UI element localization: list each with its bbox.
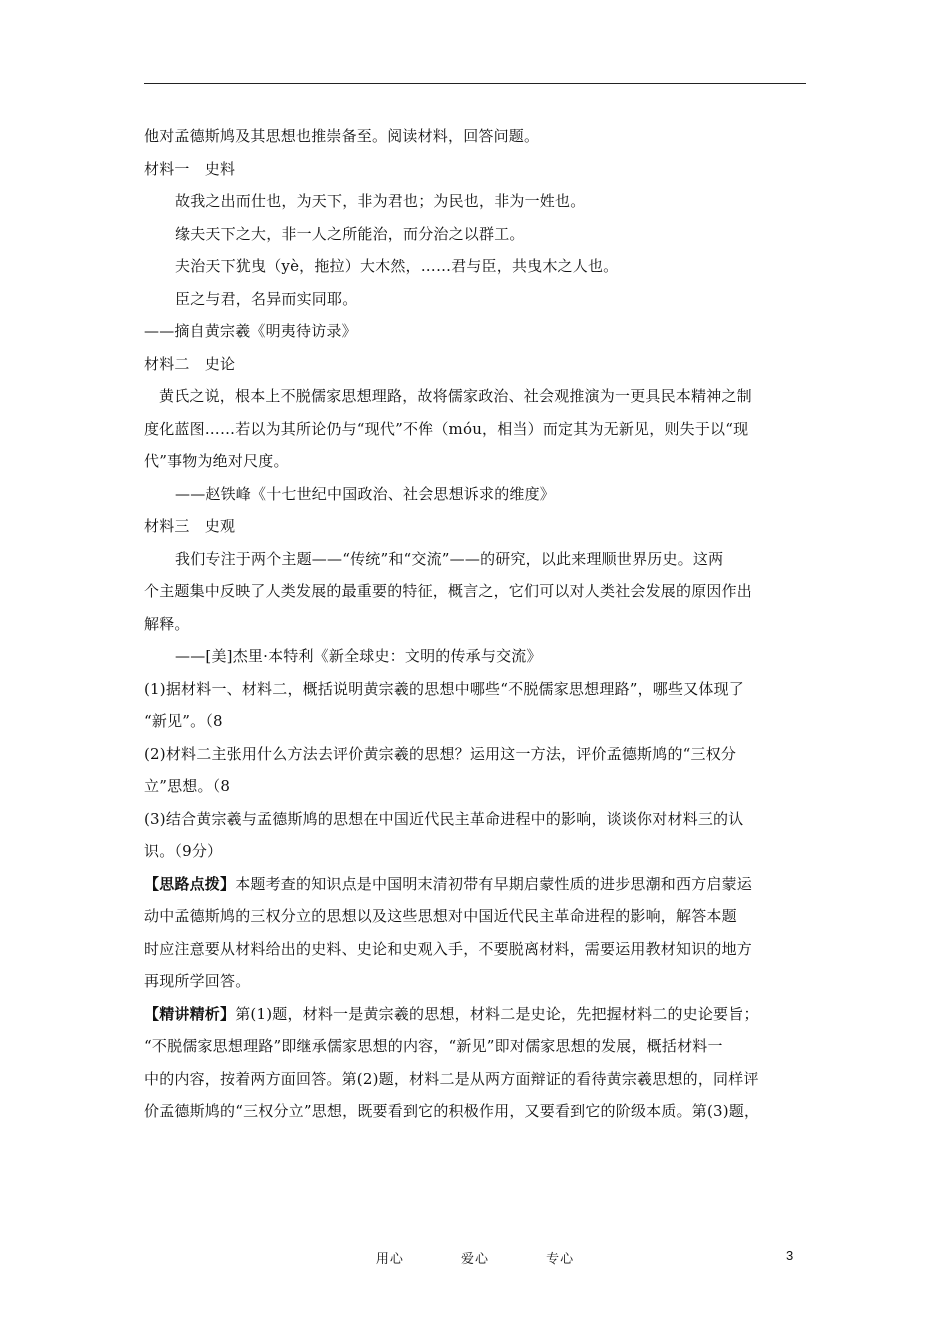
analysis-line-1: [144, 998, 809, 1031]
text-line: 解释。: [144, 614, 190, 633]
text-line: 材料二 史论: [144, 354, 236, 373]
footer-motto-item: 专心: [546, 1252, 575, 1267]
analysis-line: 中的内容，按着两方面回答。第(2)题，材料二是从两方面辩证的看待黄宗羲思想的，同样评: [144, 1069, 759, 1088]
text-line: 缘夫天下之大，非一人之所能治，而分治之以群工。: [175, 224, 525, 243]
text-line: (2)材料二主张用什么方法去评价黄宗羲的思想？运用这一方法，评价孟德斯鸠的“三权分: [144, 744, 737, 763]
document-body: [144, 120, 809, 1128]
text-line: 代”事物为绝对尺度。: [144, 452, 289, 470]
body-lines: [144, 120, 809, 868]
text-line: “新见”。（8: [144, 712, 223, 730]
text-line: (1)据材料一、材料二，概括说明黄宗羲的思想中哪些“不脱儒家思想理路”，哪些又体现了: [144, 679, 744, 698]
text-line: 立”思想。（8: [144, 777, 231, 795]
analysis-first: 第(1)题，材料一是黄宗羲的思想，材料二是史论，先把握材料二的史论要旨；: [235, 1004, 759, 1023]
text-line: 材料三 史观: [144, 517, 236, 535]
footer-motto-item: 爱心: [460, 1252, 489, 1267]
hint-first: 本题考查的知识点是中国明末清初带有早期启蒙性质的进步思潮和西方启蒙运: [235, 874, 753, 893]
hint-line: 动中孟德斯鸠的三权分立的思想以及这些思想对中国近代民主革命进程的影响，解答本题: [144, 907, 737, 925]
analysis-line: “不脱儒家思想理路”即继承儒家思想的内容，“新见”即对儒家思想的发展，概括材料一: [144, 1037, 723, 1055]
text-line: 度化蓝图……若以为其所论仍与“现代”不侔（móu，相当）而定其为无新见，则失于以“现: [144, 419, 749, 438]
hint-line: 时应注意要从材料给出的史料、史论和史观入手，不要脱离材料，需要运用教材知识的地方: [144, 939, 753, 958]
text-line: 夫治天下犹曳（yè，拖拉）大木然，……君与臣，共曳木之人也。: [175, 257, 619, 275]
text-line: ——赵铁峰《十七世纪中国政治、社会思想诉求的维度》: [175, 484, 556, 503]
text-line: 臣之与君，名异而实同耶。: [175, 289, 358, 308]
text-line: 我们专注于两个主题——“传统”和“交流”——的研究，以此来理顺世界历史。这两: [175, 549, 724, 568]
text-line: 故我之出而仕也，为天下，非为君也；为民也，非为一姓也。: [175, 192, 586, 210]
text-line: 黄氏之说，根本上不脱儒家思想理路，故将儒家政治、社会观推演为一更具民本精神之制: [159, 387, 752, 405]
text-line: 识。（9分）: [144, 842, 223, 860]
text-line: ——[美]杰里·本特利《新全球史：文明的传承与交流》: [175, 647, 542, 665]
analysis-line: 价孟德斯鸠的“三权分立”思想，既要看到它的积极作用，又要看到它的阶级本质。第(3)题，: [144, 1102, 760, 1120]
hint-label: 【思路点拨】: [144, 874, 236, 893]
text-line: 个主题集中反映了人类发展的最重要的特征，概言之，它们可以对人类社会发展的原因作出: [144, 582, 753, 600]
page-number: 3: [786, 1248, 794, 1263]
footer-motto-item: 用心: [375, 1252, 404, 1267]
text-line: 材料一 史料: [144, 159, 236, 178]
analysis-label: 【精讲精析】: [144, 1004, 236, 1023]
header-rule: [144, 83, 806, 84]
footer-motto: [0, 1248, 950, 1267]
hint-line: 再现所学回答。: [144, 972, 251, 990]
text-line: (3)结合黄宗羲与孟德斯鸠的思想在中国近代民主革命进程中的影响，谈谈你对材料三的认: [144, 809, 744, 828]
text-line: ——摘自黄宗羲《明夷待访录》: [144, 322, 357, 340]
text-line: 他对孟德斯鸠及其思想也推崇备至。阅读材料，回答问题。: [144, 127, 540, 145]
hint-line-1: [144, 868, 809, 901]
